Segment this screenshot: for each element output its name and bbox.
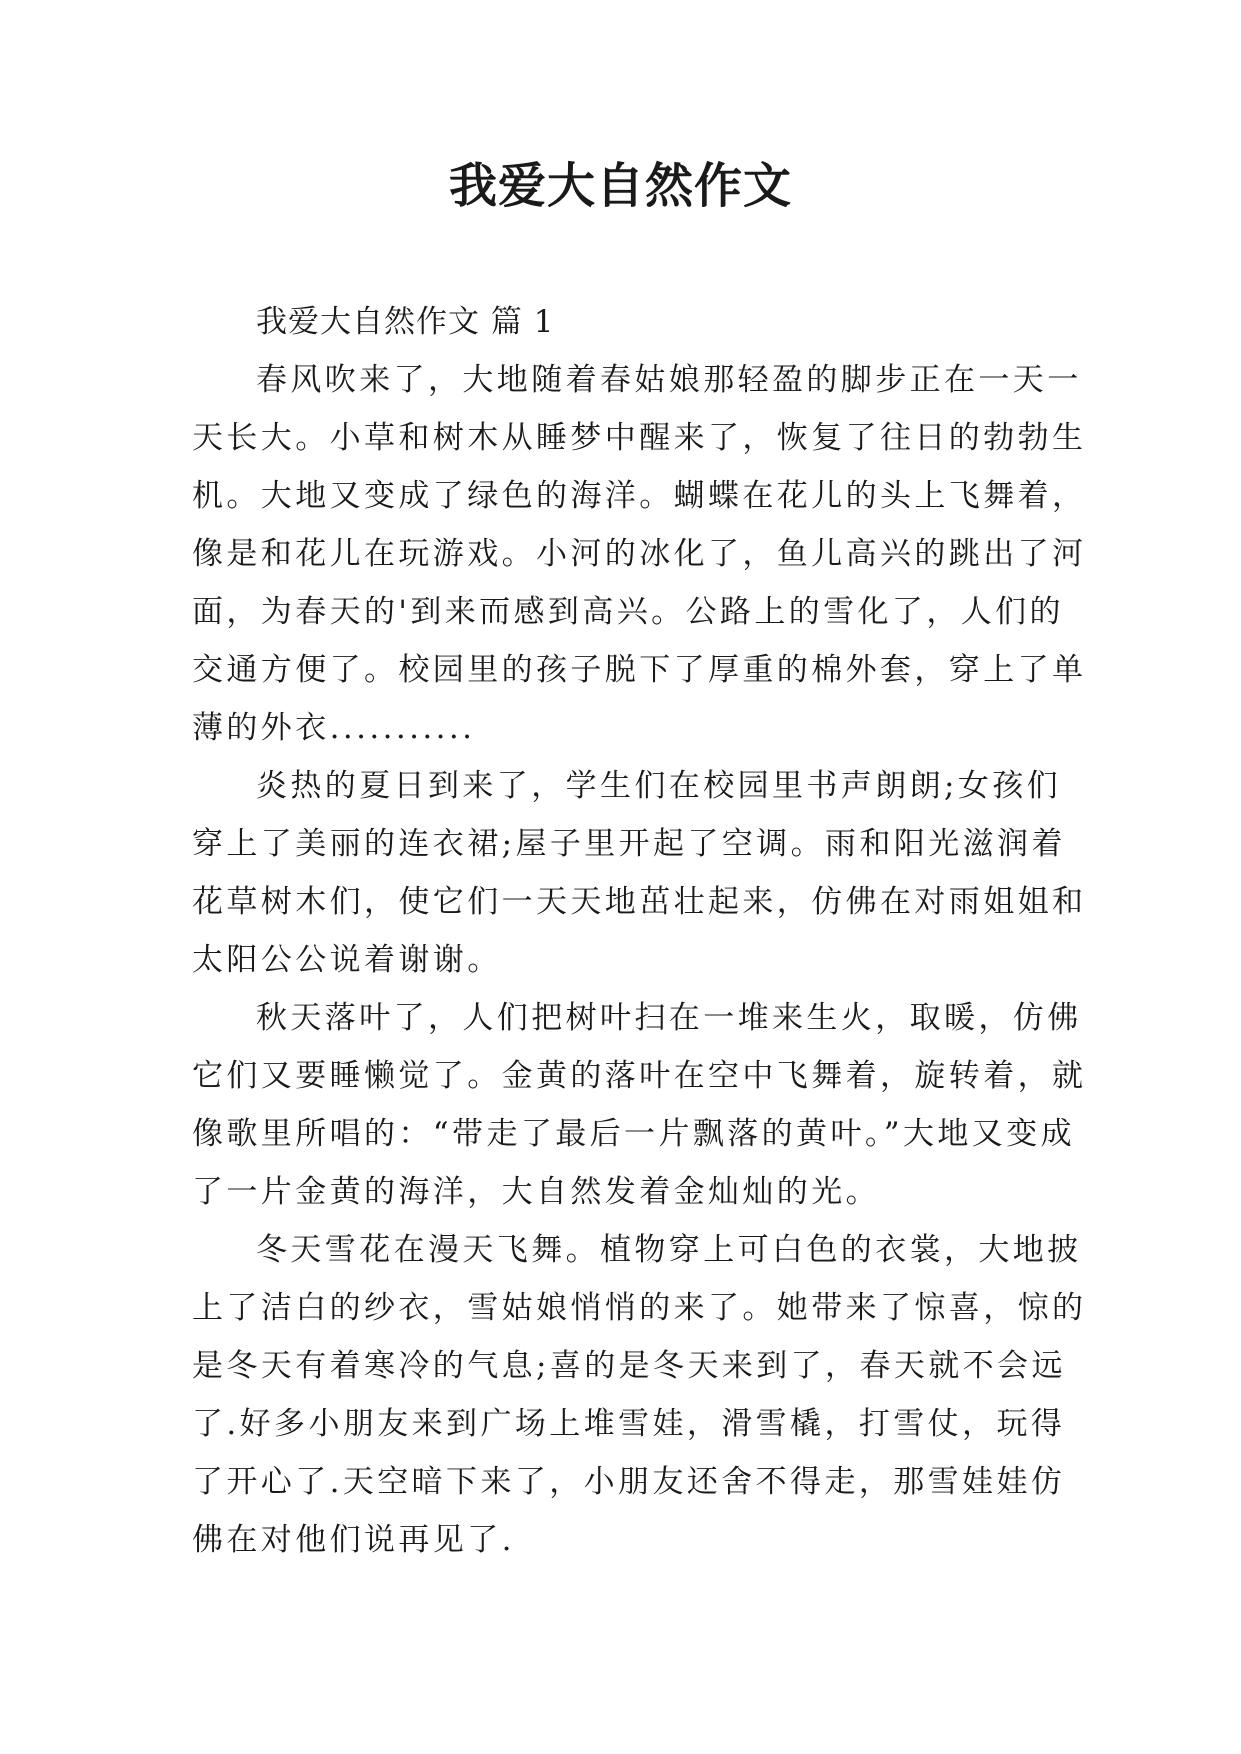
paragraph-winter (192, 1221, 1087, 1569)
text-line: 上了洁白的纱衣，雪姑娘悄悄的来了。她带来了惊喜，惊的 (192, 1290, 1087, 1326)
text-line: 秋天落叶了，人们把树叶扫在一堆来生火，取暖，仿佛 (256, 1000, 1082, 1036)
text-line: 炎热的夏日到来了，学生们在校园里书声朗朗;女孩们 (256, 768, 1062, 804)
section-heading: 我爱大自然作文 篇 1 (256, 304, 555, 340)
text-line: 机。大地又变成了绿色的海洋。蝴蝶在花儿的头上飞舞着， (192, 478, 1087, 514)
text-line: 春风吹来了，大地随着春姑娘那轻盈的脚步正在一天一 (256, 362, 1082, 398)
text-line: 是冬天有着寒冷的气息;喜的是冬天来到了，春天就不会远 (192, 1348, 1066, 1384)
document-body (192, 293, 1087, 1569)
text-line: 像歌里所唱的：“带走了最后一片飘落的黄叶。”大地又变成 (192, 1116, 1075, 1152)
text-line: 它们又要睡懒觉了。金黄的落叶在空中飞舞着，旋转着，就 (192, 1058, 1087, 1094)
text-line: 像是和花儿在玩游戏。小河的冰化了，鱼儿高兴的跳出了河 (192, 536, 1087, 572)
text-line: 穿上了美丽的连衣裙;屋子里开起了空调。雨和阳光滋润着 (192, 826, 1066, 862)
text-line: 面，为春天的'到来而感到高兴。公路上的雪化了，人们的 (192, 594, 1064, 630)
paragraph-autumn (192, 989, 1087, 1221)
text-line: 了.好多小朋友来到广场上堆雪娃，滑雪橇，打雪仗，玩得 (192, 1406, 1066, 1442)
paragraph-summer (192, 757, 1087, 989)
text-line: 太阳公公说着谢谢。 (192, 942, 502, 978)
text-line: 天长大。小草和树木从睡梦中醒来了，恢复了往日的勃勃生 (192, 420, 1087, 456)
text-line: 冬天雪花在漫天飞舞。植物穿上可白色的衣裳，大地披 (256, 1232, 1082, 1268)
text-line: 了一片金黄的海洋，大自然发着金灿灿的光。 (192, 1174, 880, 1210)
text-line: 佛在对他们说再见了. (192, 1522, 515, 1558)
paragraph-spring (192, 351, 1087, 757)
document-title: 我爱大自然作文 (448, 158, 792, 214)
text-line: 花草树木们，使它们一天天地茁壮起来，仿佛在对雨姐姐和 (192, 884, 1087, 920)
text-line: 了开心了.天空暗下来了，小朋友还舍不得走，那雪娃娃仿 (192, 1464, 1066, 1500)
text-line: 薄的外衣........... (192, 710, 476, 746)
text-line: 交通方便了。校园里的孩子脱下了厚重的棉外套，穿上了单 (192, 652, 1087, 688)
